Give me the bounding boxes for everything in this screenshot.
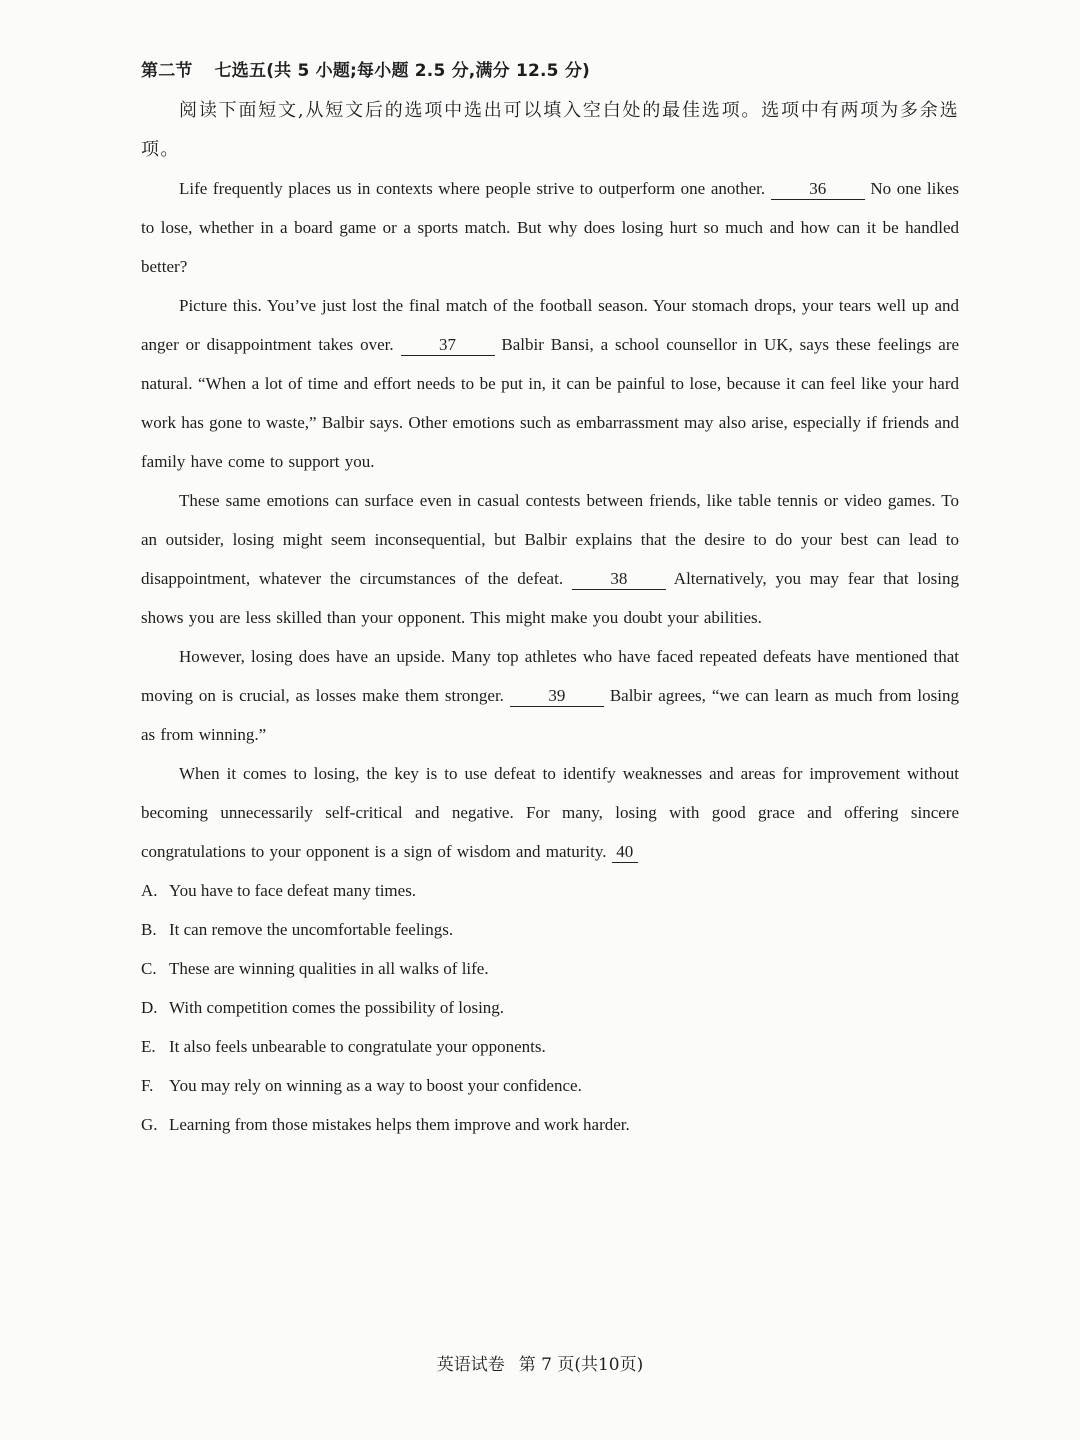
paragraph-1 (141, 169, 959, 286)
blank-39: 39 (510, 686, 604, 707)
footer-subject: 英语试卷 (436, 1355, 505, 1375)
instructions: 阅读下面短文,从短文后的选项中选出可以填入空白处的最佳选项。选项中有两项为多余选项。 (141, 100, 959, 160)
paragraph-text: Life frequently places us in contexts where people strive to outperform one another. (179, 179, 766, 198)
option-letter: C. (141, 959, 157, 978)
option-text: You have to face defeat many times. (169, 881, 417, 900)
option-text: With competition comes the possibility of losing. (169, 998, 505, 1017)
paragraph-4 (141, 637, 959, 754)
section-number: 第二节 (141, 61, 193, 81)
section-title: 七选五(共 5 小题;每小题 2.5 分,满分 12.5 分) (214, 61, 591, 81)
option-text: These are winning qualities in all walks of life. (169, 959, 489, 978)
blank-38: 38 (572, 569, 666, 590)
answer-options (141, 871, 959, 1144)
option-letter: A. (141, 881, 158, 900)
option-text: It also feels unbearable to congratulate your opponents. (169, 1037, 546, 1056)
option-e (141, 1027, 959, 1066)
option-text: It can remove the uncomfortable feelings. (169, 920, 454, 939)
option-text: You may rely on winning as a way to boost your confidence. (169, 1076, 582, 1095)
option-letter: B. (141, 920, 157, 939)
option-d (141, 988, 959, 1027)
section-heading (141, 52, 959, 91)
paragraph-text: These same emotions can surface even in casual contests between friends, like table tennis or video games. To an outsider, losing might seem inconsequential, but Balbir explains that the desire to do your best can lead to disappointment, whatever the circumstances of the defeat. (141, 491, 959, 588)
blank-40: 40 (612, 842, 638, 863)
blank-36: 36 (771, 179, 865, 200)
option-g (141, 1105, 959, 1144)
blank-37: 37 (401, 335, 495, 356)
page-footer (0, 1350, 1080, 1380)
paragraph-text: Balbir Bansi, a school counsellor in UK, says these feelings are natural. “When a lot of time and effort needs to be put in, it can be painful to lose, because it can feel like your hard work has gone to waste,” Balbir says. Other emotions such as embarrassment may also arise, especially if friends and family have come to support you. (141, 335, 960, 471)
option-text: Learning from those mistakes helps them improve and work harder. (169, 1115, 630, 1134)
option-f (141, 1066, 959, 1105)
option-letter: D. (141, 998, 158, 1017)
paragraph-text: Picture this. You’ve just lost the final match of the football season. Your stomach drops, your tears well up and anger or disappointment takes over. (141, 296, 959, 354)
paragraph-text: No one likes to lose, whether in a board game or a sports match. But why does losing hurt so much and how can it be handled better? (141, 179, 960, 276)
paragraph-text: Alternatively, you may fear that losing shows you are less skilled than your opponent. This might make you doubt your abilities. (141, 569, 959, 627)
paragraph-2 (141, 286, 959, 481)
paragraph-text: When it comes to losing, the key is to use defeat to identify weaknesses and areas for improvement without becoming unnecessarily self-critical and negative. For many, losing with good grace and offering sincere congratulations to your opponent is a sign of wisdom and maturity. (141, 764, 959, 861)
option-letter: E. (141, 1037, 156, 1056)
option-letter: G. (141, 1115, 158, 1134)
paragraph-5 (141, 754, 959, 871)
paragraph-text: Balbir agrees, “we can learn as much from losing as from winning.” (141, 686, 959, 744)
footer-page-number: 第 7 页(共10页) (518, 1355, 644, 1375)
option-letter: F. (141, 1076, 154, 1095)
paragraph-3 (141, 481, 959, 637)
option-a (141, 871, 959, 910)
paragraph-text: However, losing does have an upside. Many top athletes who have faced repeated defeats have mentioned that moving on is crucial, as losses make them stronger. (141, 647, 959, 705)
option-c (141, 949, 959, 988)
option-b (141, 910, 959, 949)
exam-content (141, 52, 959, 1144)
